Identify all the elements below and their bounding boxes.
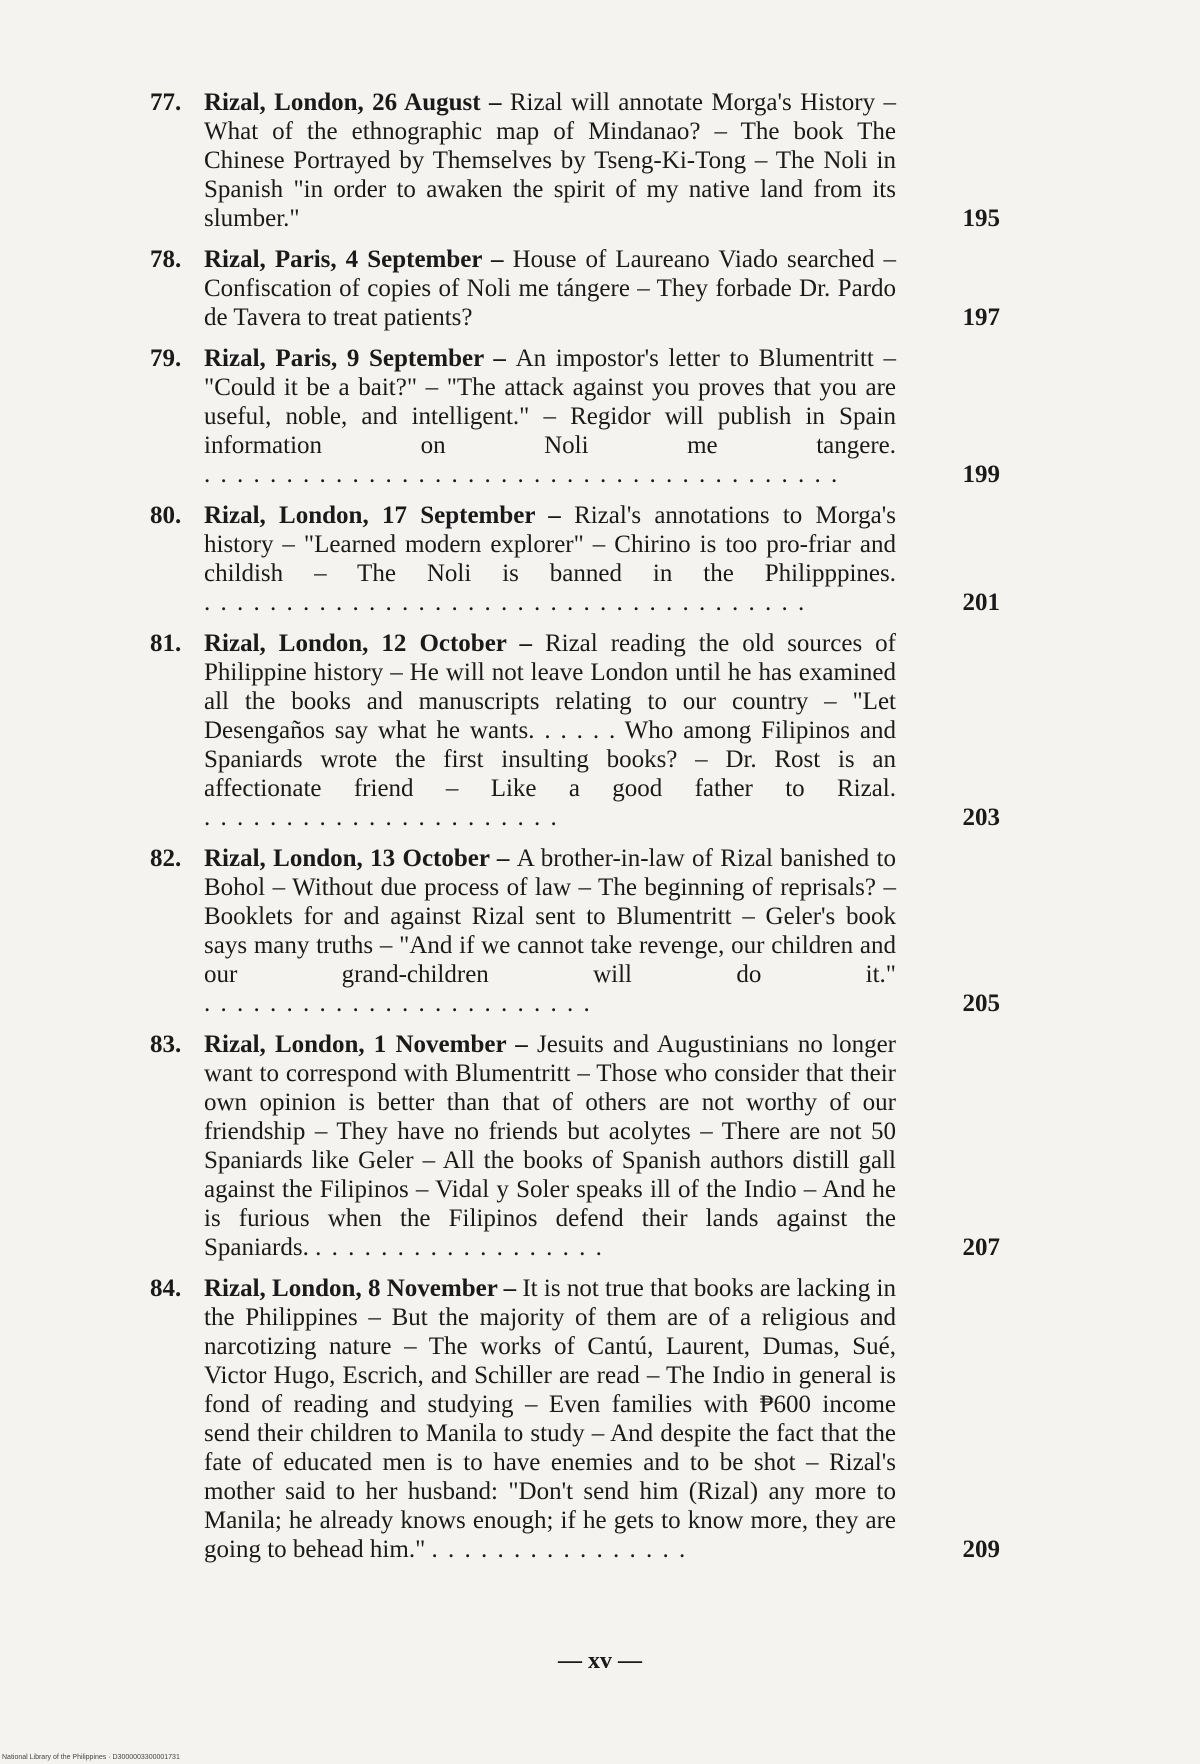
toc-entry	[150, 245, 1000, 332]
entry-body	[204, 501, 896, 617]
entry-number: 77.	[150, 89, 182, 116]
entry-text: An impostor's letter to Blumentritt – "Could it be a bait?" – "The attack against you proves that you are useful, noble, and intelligent." – Regidor will publish in Spain information on Noli me tangere.	[204, 345, 896, 459]
entry-number: 84.	[150, 1275, 182, 1302]
entry-lead: Rizal, London, 1 November –	[204, 1031, 538, 1058]
entry-text: Jesuits and Augustinians no longer want to correspond with Blumentritt – Those who consider that their own opinion is better than that of others are not worthy of our friendship – They have no friends but acolytes – There are not 50 Spaniards like Geler – All the books of Spanish authors distill gall against the Filipinos – Vidal y Soler speaks ill of the Indio – And he is furious when the Filipinos defend their lands against the Spaniards.	[204, 1031, 896, 1261]
entry-text: Rizal's annotations to Morga's history – "Learned modern explorer" – Chirino is too pro-friar and childish – The Noli is banned in the Philipppines.	[204, 502, 896, 587]
entry-number: 78.	[150, 246, 182, 273]
toc-entry	[150, 344, 1000, 489]
entry-text: Rizal will annotate Morga's History – What of the ethnographic map of Mindanao? – The book The Chinese Portrayed by Themselves by Tseng-Ki-Tong – The Noli in Spanish "in order to awaken the spirit of my native land from its slumber."	[204, 89, 897, 232]
leader-dots: . . . . . . . . . . . . . . . . . . . . . . . . . . . . . . . . . . . . .	[204, 589, 807, 616]
toc-entry	[150, 1274, 1000, 1564]
source-footer: National Library of the Philippines · D3000003300001731	[2, 1754, 180, 1761]
entry-number: 81.	[150, 630, 182, 657]
entry-text: Rizal reading the old sources of Philippine history – He will not leave London until he has examined all the books and manuscripts relating to our country – "Let Desengaños say what he wants. . . . . . Who among Filipinos and Spaniards wrote the first insulting books? – Dr. Rost is an affectionate friend – Like a good father to Rizal.	[204, 630, 896, 802]
entry-page-number: 201	[962, 589, 1000, 616]
toc-entry	[150, 629, 1000, 832]
table-of-contents	[150, 88, 1000, 1576]
entry-lead: Rizal, London, 17 September –	[204, 502, 575, 529]
entry-body	[204, 245, 896, 332]
entry-page-number: 195	[962, 205, 1000, 232]
entry-page-number: 209	[962, 1536, 1000, 1563]
entry-text: It is not true that books are lacking in the Philippines – But the majority of them are of a religious and narcotizing nature – The works of Cantú, Laurent, Dumas, Sué, Victor Hugo, Escrich, and Schiller are read – The Indio in general is fond of reading and studying – Even families with ₱600 income send their children to Manila to study – And despite the fact that the fate of educated men is to have enemies and to be shot – Rizal's mother said to her husband: "Don't send him (Rizal) any more to Manila; he already knows enough; if he gets to know more, they are going to behead him."	[204, 1275, 896, 1563]
entry-text: House of Laureano Viado searched – Confiscation of copies of Noli me tángere – They forbade Dr. Pardo de Tavera to treat patients?	[204, 246, 896, 331]
toc-entry	[150, 1030, 1000, 1262]
entry-lead: Rizal, London, 13 October –	[204, 845, 517, 872]
leader-dots: . . . . . . . . . . . . . . . . . . . . . .	[204, 804, 559, 831]
entry-body	[204, 844, 896, 1018]
entry-page-number: 199	[962, 461, 1000, 488]
entry-number: 80.	[150, 502, 182, 529]
entry-body	[204, 1274, 896, 1564]
entry-page-number: 205	[962, 990, 1000, 1017]
entry-lead: Rizal, London, 26 August –	[204, 89, 510, 116]
entry-lead: Rizal, Paris, 4 September –	[204, 246, 513, 273]
entry-lead: Rizal, London, 8 November –	[204, 1275, 523, 1302]
entry-page-number: 203	[962, 804, 1000, 831]
entry-number: 79.	[150, 345, 182, 372]
entry-lead: Rizal, London, 12 October –	[204, 630, 545, 657]
leader-dots: . . . . . . . . . . . . . . . .	[431, 1536, 688, 1563]
entry-body	[204, 344, 896, 489]
entry-text: A brother-in-law of Rizal banished to Bohol – Without due process of law – The beginning of reprisals? – Booklets for and against Rizal sent to Blumentritt – Geler's book says many truths – "And if we cannot take revenge, our children and our grand-children will do it."	[204, 845, 896, 988]
leader-dots: . . . . . . . . . . . . . . . . . .	[315, 1234, 604, 1261]
toc-entry	[150, 88, 1000, 233]
leader-dots: . . . . . . . . . . . . . . . . . . . . . . . .	[204, 990, 592, 1017]
leader-dots: . . . . . . . . . . . . . . . . . . . . . . . . . . . . . . . . . . . . . . .	[204, 461, 840, 488]
entry-number: 83.	[150, 1031, 182, 1058]
toc-entry	[150, 844, 1000, 1018]
entry-lead: Rizal, Paris, 9 September –	[204, 345, 516, 372]
toc-entry	[150, 501, 1000, 617]
entry-body	[204, 1030, 896, 1262]
entry-body	[204, 629, 896, 832]
entry-number: 82.	[150, 845, 182, 872]
page-folio: — xv —	[558, 1648, 642, 1674]
entry-page-number: 197	[962, 304, 1000, 331]
entry-body	[204, 88, 896, 233]
entry-page-number: 207	[962, 1234, 1000, 1261]
